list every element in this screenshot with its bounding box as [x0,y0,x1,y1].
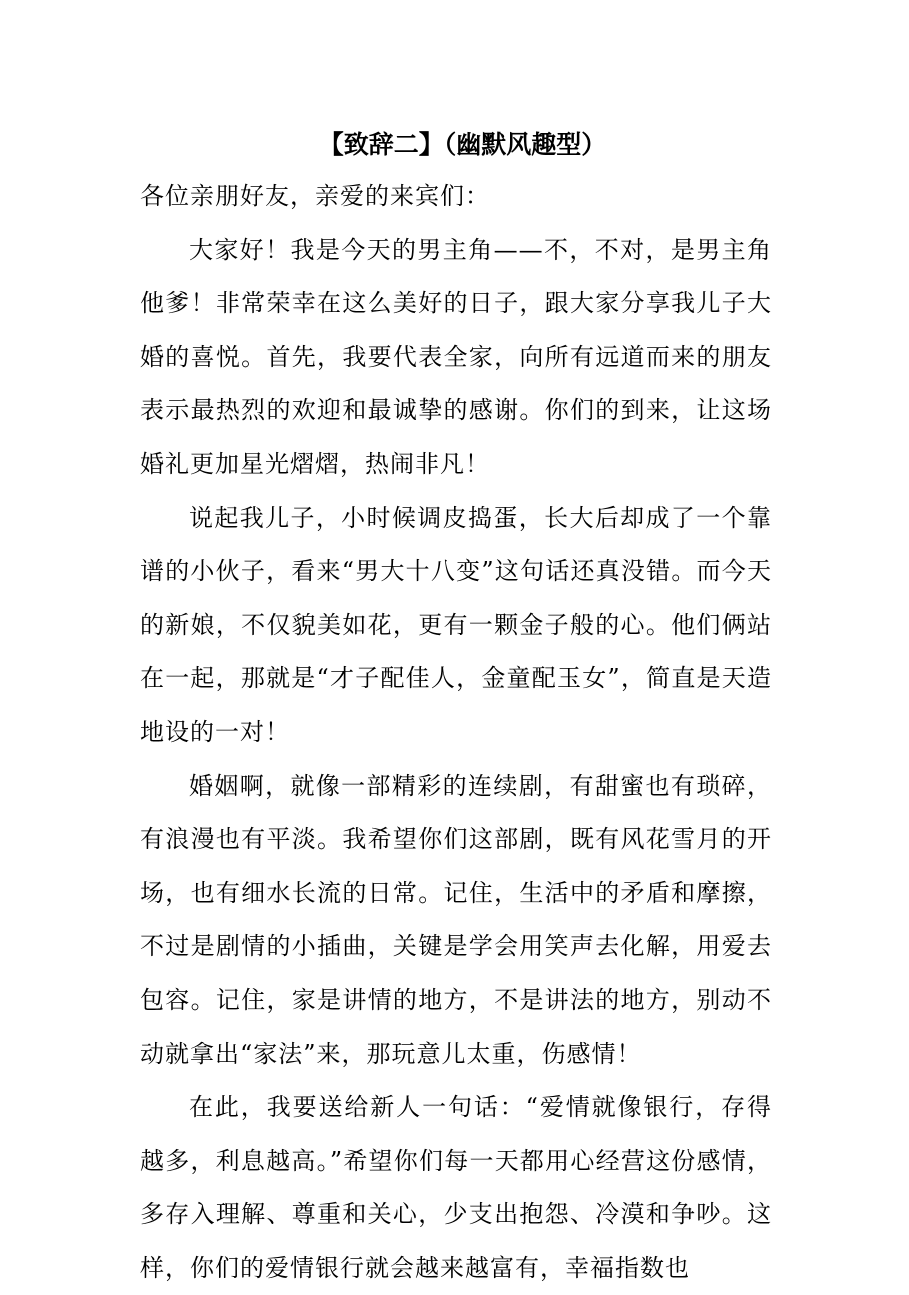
paragraph-3: 婚姻啊，就像一部精彩的连续剧，有甜蜜也有琐碎，有浪漫也有平淡。我希望你们这部剧，既有风花雪月的开场，也有细水长流的日常。记住，生活中的矛盾和摩擦，不过是剧情的小插曲，关键是学会用笑声去化解，用爱去包容。记住，家是讲情的地方，不是讲法的地方，别动不动就拿出“家法”来，那玩意儿太重，伤感情！ [140,771,772,1068]
document-body [140,170,772,1295]
paragraph-2: 说起我儿子，小时候调皮捣蛋，长大后却成了一个靠谱的小伙子，看来“男大十八变”这句话还真没错。而今天的新娘，不仅貌美如花，更有一颗金子般的心。他们俩站在一起，那就是“才子配佳人，金童配玉女”，简直是天造地设的一对！ [140,503,772,746]
document-title: 【致辞二】（幽默风趣型） [318,130,607,159]
greeting-line: 各位亲朋好友，亲爱的来宾们： [140,182,490,210]
paragraph-1: 大家好！我是今天的男主角——不，不对，是男主角他爹！非常荣幸在这么美好的日子，跟大家分享我儿子大婚的喜悦。首先，我要代表全家，向所有远道而来的朋友表示最热烈的欢迎和最诚挚的感谢。你们的到来，让这场婚礼更加星光熠熠，热闹非凡！ [140,235,772,478]
paragraph-4: 在此，我要送给新人一句话：“爱情就像银行，存得越多，利息越高。”希望你们每一天都用心经营这份感情，多存入理解、尊重和关心，少支出抱怨、冷漠和争吵。这样，你们的爱情银行就会越来越富有，幸福指数也 [140,1093,772,1282]
